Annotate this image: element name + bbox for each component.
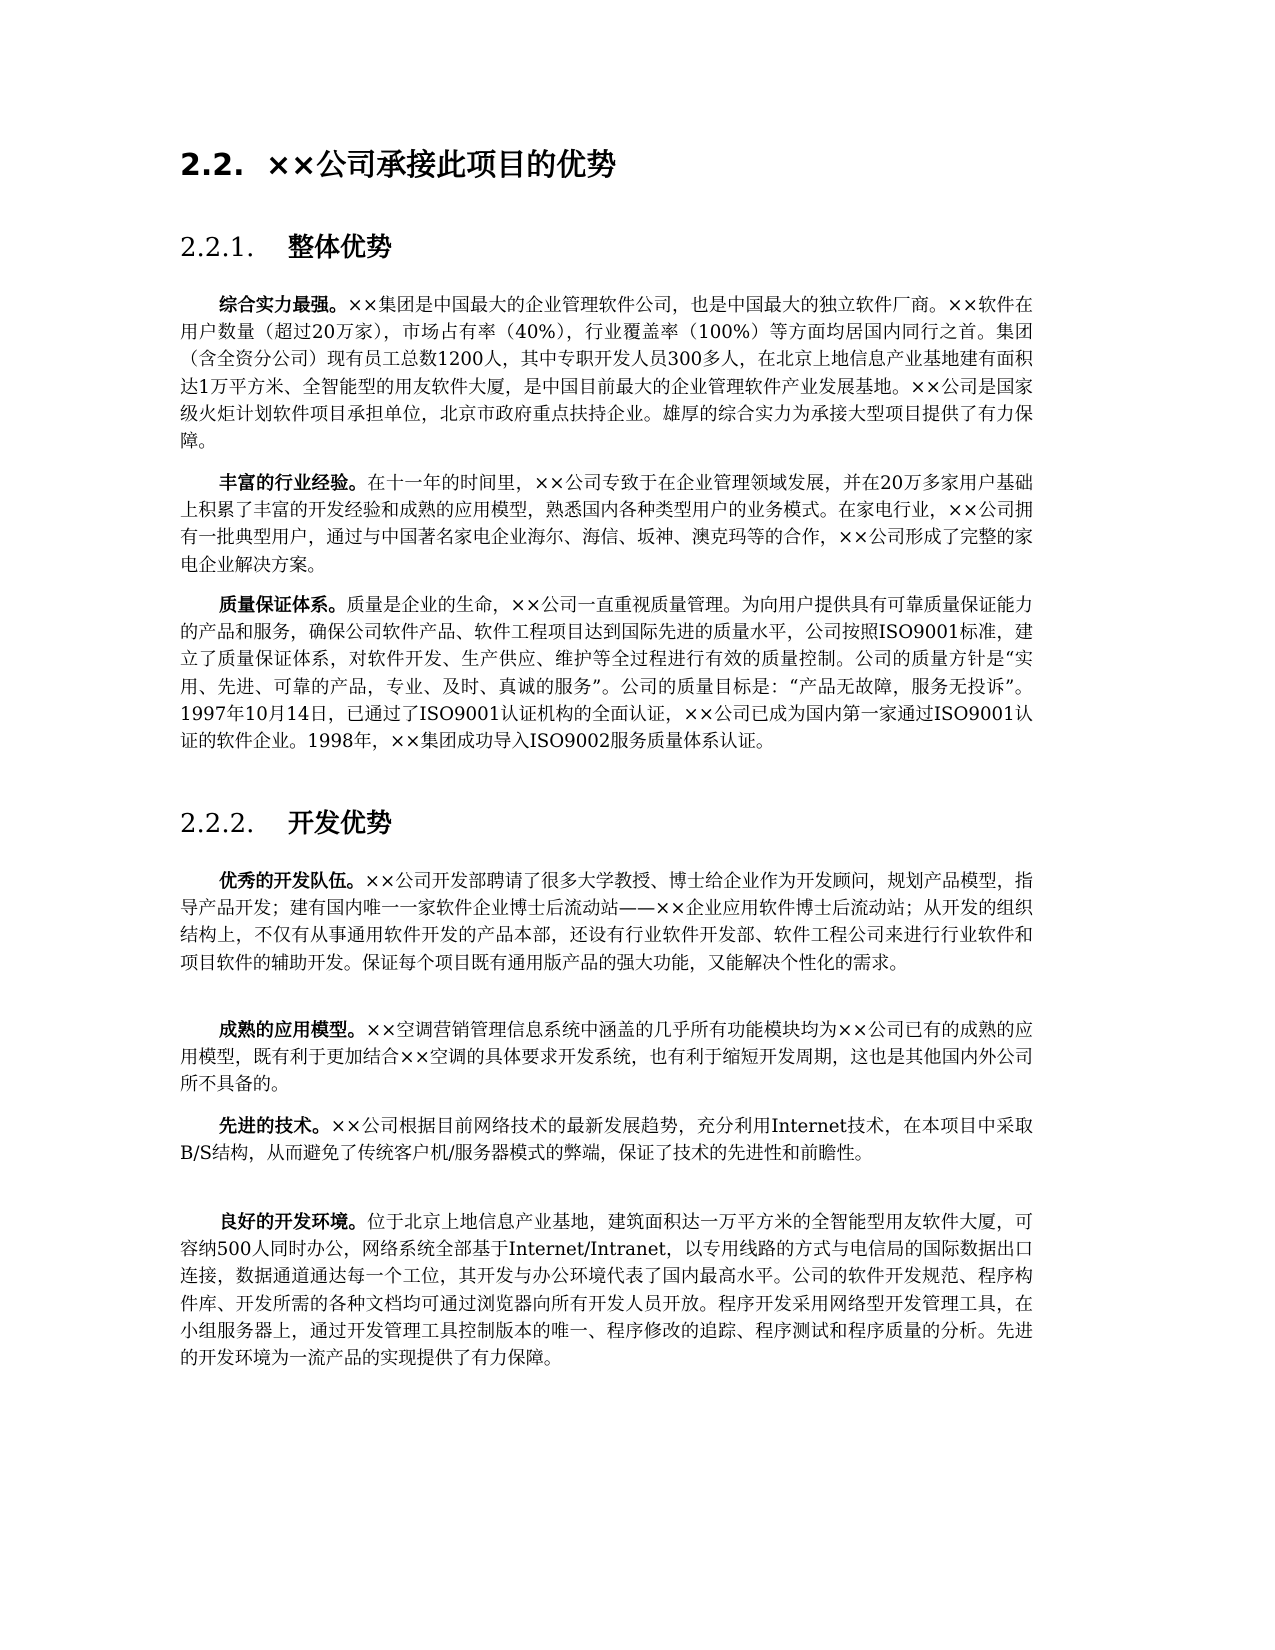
paragraph-text: 质量是企业的生命，××公司一直重视质量管理。为向用户提供具有可靠质量保证能力的产品和服务，确保公司软件产品、软件工程项目达到国际先进的质量水平，公司按照ISO9001标准，建立了质量保证体系，对软件开发、生产供应、维护等全过程进行有效的质量控制。公司的质量方针是“实用、先进、可靠的产品，专业、及时、真诚的服务”。公司的质量目标是：“产品无故障，服务无投诉”。1997年10月14日，已通过了ISO9001认证机构的全面认证，××公司已成为国内第一家通过ISO9001认证的软件企业。1998年，××集团成功导入ISO9002服务质量体系认证。 [180,595,1033,753]
subsection-title: 整体优势 [288,233,393,263]
paragraph-lead: 成熟的应用模型。 [219,1020,366,1041]
paragraph-lead: 优秀的开发队伍。 [219,871,365,892]
subsection-heading-overall [180,232,392,264]
paragraph-experience [180,470,1033,579]
section-title: ××公司承接此项目的优势 [266,148,617,183]
subsection-number: 2.2.2. [180,809,255,839]
section-number: 2.2. [180,148,245,183]
paragraph-text: ××空调营销管理信息系统中涵盖的几乎所有功能模块均为××公司已有的成熟的应用模型，既有利于更加结合××空调的具体要求开发系统，也有利于缩短开发周期，这也是其他国内外公司所不具备的。 [180,1020,1033,1096]
paragraph-technology [180,1113,1033,1167]
paragraph-text: 位于北京上地信息产业基地，建筑面积达一万平方米的全智能型用友软件大厦，可容纳500人同时办公，网络系统全部基于Internet/Intranet，以专用线路的方式与电信局的国际数据出口连接，数据通道通达每一个工位，其开发与办公环境代表了国内最高水平。公司的软件开发规范、程序构件库、开发所需的各种文档均可通过浏览器向所有开发人员开放。程序开发采用网络型开发管理工具，在小组服务器上，通过开发管理工具控制版本的唯一、程序修改的追踪、程序测试和程序质量的分析。先进的开发环境为一流产品的实现提供了有力保障。 [180,1212,1033,1370]
paragraph-lead: 质量保证体系。 [219,595,347,616]
paragraph-team [180,868,1033,977]
paragraph-text: ××公司开发部聘请了很多大学教授、博士给企业作为开发顾问，规划产品模型，指导产品开发；建有国内唯一一家软件企业博士后流动站——××企业应用软件博士后流动站；从开发的组织结构上，不仅有从事通用软件开发的产品本部，还设有行业软件开发部、软件工程公司来进行行业软件和项目软件的辅助开发。保证每个项目既有通用版产品的强大功能，又能解决个性化的需求。 [180,871,1033,974]
section-heading [180,148,616,184]
paragraph-lead: 良好的开发环境。 [219,1212,368,1233]
paragraph-quality [180,592,1033,755]
subsection-title: 开发优势 [288,809,393,839]
paragraph-environment [180,1209,1033,1372]
paragraph-text: 在十一年的时间里，××公司专致于在企业管理领域发展，并在20万多家用户基础上积累了丰富的开发经验和成熟的应用模型，熟悉国内各种类型用户的业务模式。在家电行业，××公司拥有一批典型用户，通过与中国著名家电企业海尔、海信、坂神、澳克玛等的合作，××公司形成了完整的家电企业解决方案。 [180,473,1033,576]
paragraph-text: ××集团是中国最大的企业管理软件公司，也是中国最大的独立软件厂商。××软件在用户数量（超过20万家），市场占有率（40%），行业覆盖率（100%）等方面均居国内同行之首。集团（含全资分公司）现有员工总数1200人，其中专职开发人员300多人，在北京上地信息产业基地建有面积达1万平方米、全智能型的用友软件大厦，是中国目前最大的企业管理软件产业发展基地。××公司是国家级火炬计划软件项目承担单位，北京市政府重点扶持企业。雄厚的综合实力为承接大型项目提供了有力保障。 [180,295,1033,453]
paragraph-lead: 丰富的行业经验。 [219,473,368,494]
paragraph-lead: 先进的技术。 [219,1116,331,1137]
paragraph-strength [180,292,1033,455]
paragraph-model [180,1017,1033,1099]
subsection-number: 2.2.1. [180,233,255,263]
subsection-heading-development [180,808,392,840]
paragraph-text: ××公司根据目前网络技术的最新发展趋势，充分利用Internet技术，在本项目中采取B/S结构，从而避免了传统客户机/服务器模式的弊端，保证了技术的先进性和前瞻性。 [180,1116,1033,1165]
paragraph-lead: 综合实力最强。 [219,295,348,316]
